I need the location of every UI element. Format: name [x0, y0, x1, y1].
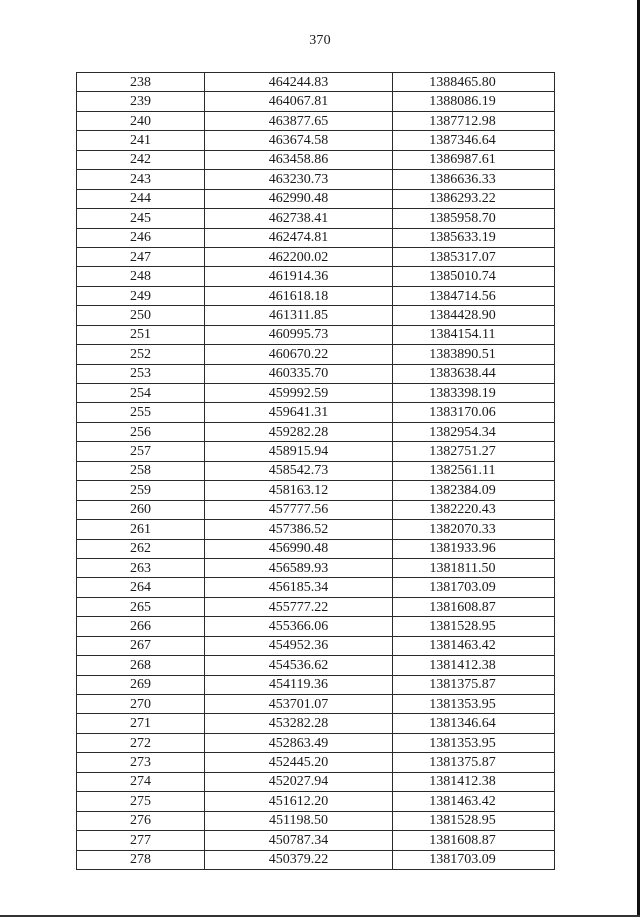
coordinates-table: [76, 72, 555, 870]
table-row: [77, 733, 555, 752]
point-number-cell: 259: [77, 481, 205, 500]
point-number-cell: 267: [77, 636, 205, 655]
y-coordinate-cell: 1383398.19: [393, 384, 555, 403]
x-coordinate-cell: 454536.62: [205, 656, 393, 675]
table-row: [77, 792, 555, 811]
y-coordinate-cell: 1385958.70: [393, 209, 555, 228]
y-coordinate-cell: 1388465.80: [393, 73, 555, 92]
table-row: [77, 675, 555, 694]
point-number-cell: 275: [77, 792, 205, 811]
table-row: [77, 656, 555, 675]
table-row: [77, 170, 555, 189]
point-number-cell: 278: [77, 850, 205, 869]
x-coordinate-cell: 462738.41: [205, 209, 393, 228]
y-coordinate-cell: 1387346.64: [393, 131, 555, 150]
x-coordinate-cell: 459282.28: [205, 422, 393, 441]
point-number-cell: 247: [77, 247, 205, 266]
x-coordinate-cell: 450379.22: [205, 850, 393, 869]
x-coordinate-cell: 460670.22: [205, 345, 393, 364]
y-coordinate-cell: 1382954.34: [393, 422, 555, 441]
y-coordinate-cell: 1382220.43: [393, 500, 555, 519]
x-coordinate-cell: 454952.36: [205, 636, 393, 655]
table-row: [77, 753, 555, 772]
x-coordinate-cell: 456185.34: [205, 578, 393, 597]
table-row: [77, 831, 555, 850]
table-row: [77, 92, 555, 111]
y-coordinate-cell: 1381933.96: [393, 539, 555, 558]
point-number-cell: 274: [77, 772, 205, 791]
x-coordinate-cell: 463458.86: [205, 150, 393, 169]
x-coordinate-cell: 458915.94: [205, 442, 393, 461]
point-number-cell: 277: [77, 831, 205, 850]
x-coordinate-cell: 455777.22: [205, 597, 393, 616]
y-coordinate-cell: 1386987.61: [393, 150, 555, 169]
x-coordinate-cell: 464067.81: [205, 92, 393, 111]
y-coordinate-cell: 1381811.50: [393, 558, 555, 577]
x-coordinate-cell: 453701.07: [205, 695, 393, 714]
point-number-cell: 261: [77, 520, 205, 539]
y-coordinate-cell: 1383890.51: [393, 345, 555, 364]
x-coordinate-cell: 461914.36: [205, 267, 393, 286]
table-row: [77, 520, 555, 539]
x-coordinate-cell: 464244.83: [205, 73, 393, 92]
point-number-cell: 249: [77, 286, 205, 305]
x-coordinate-cell: 461311.85: [205, 306, 393, 325]
x-coordinate-cell: 451612.20: [205, 792, 393, 811]
point-number-cell: 245: [77, 209, 205, 228]
y-coordinate-cell: 1381528.95: [393, 811, 555, 830]
point-number-cell: 262: [77, 539, 205, 558]
y-coordinate-cell: 1388086.19: [393, 92, 555, 111]
x-coordinate-cell: 459641.31: [205, 403, 393, 422]
y-coordinate-cell: 1381703.09: [393, 850, 555, 869]
table-row: [77, 422, 555, 441]
table-row: [77, 500, 555, 519]
y-coordinate-cell: 1381463.42: [393, 636, 555, 655]
table-row: [77, 364, 555, 383]
x-coordinate-cell: 463674.58: [205, 131, 393, 150]
point-number-cell: 238: [77, 73, 205, 92]
y-coordinate-cell: 1382070.33: [393, 520, 555, 539]
y-coordinate-cell: 1381463.42: [393, 792, 555, 811]
y-coordinate-cell: 1381412.38: [393, 772, 555, 791]
point-number-cell: 272: [77, 733, 205, 752]
table-row: [77, 73, 555, 92]
y-coordinate-cell: 1385317.07: [393, 247, 555, 266]
x-coordinate-cell: 451198.50: [205, 811, 393, 830]
point-number-cell: 252: [77, 345, 205, 364]
y-coordinate-cell: 1381608.87: [393, 597, 555, 616]
point-number-cell: 254: [77, 384, 205, 403]
table-row: [77, 345, 555, 364]
table-row: [77, 111, 555, 130]
table-row: [77, 306, 555, 325]
point-number-cell: 273: [77, 753, 205, 772]
x-coordinate-cell: 450787.34: [205, 831, 393, 850]
x-coordinate-cell: 459992.59: [205, 384, 393, 403]
y-coordinate-cell: 1387712.98: [393, 111, 555, 130]
y-coordinate-cell: 1382751.27: [393, 442, 555, 461]
x-coordinate-cell: 452027.94: [205, 772, 393, 791]
table-row: [77, 189, 555, 208]
point-number-cell: 244: [77, 189, 205, 208]
table-row: [77, 461, 555, 480]
point-number-cell: 256: [77, 422, 205, 441]
y-coordinate-cell: 1381608.87: [393, 831, 555, 850]
point-number-cell: 268: [77, 656, 205, 675]
point-number-cell: 266: [77, 617, 205, 636]
y-coordinate-cell: 1381528.95: [393, 617, 555, 636]
point-number-cell: 265: [77, 597, 205, 616]
x-coordinate-cell: 458163.12: [205, 481, 393, 500]
table-row: [77, 481, 555, 500]
point-number-cell: 260: [77, 500, 205, 519]
x-coordinate-cell: 463877.65: [205, 111, 393, 130]
x-coordinate-cell: 461618.18: [205, 286, 393, 305]
y-coordinate-cell: 1383170.06: [393, 403, 555, 422]
x-coordinate-cell: 456990.48: [205, 539, 393, 558]
y-coordinate-cell: 1381353.95: [393, 695, 555, 714]
point-number-cell: 251: [77, 325, 205, 344]
page-number: 370: [309, 33, 331, 48]
table-row: [77, 325, 555, 344]
point-number-cell: 239: [77, 92, 205, 111]
y-coordinate-cell: 1381412.38: [393, 656, 555, 675]
y-coordinate-cell: 1381346.64: [393, 714, 555, 733]
table-row: [77, 403, 555, 422]
x-coordinate-cell: 460995.73: [205, 325, 393, 344]
table-row: [77, 247, 555, 266]
point-number-cell: 255: [77, 403, 205, 422]
y-coordinate-cell: 1385633.19: [393, 228, 555, 247]
table-row: [77, 636, 555, 655]
table-row: [77, 228, 555, 247]
point-number-cell: 263: [77, 558, 205, 577]
point-number-cell: 250: [77, 306, 205, 325]
table-row: [77, 267, 555, 286]
table-row: [77, 150, 555, 169]
x-coordinate-cell: 460335.70: [205, 364, 393, 383]
x-coordinate-cell: 452445.20: [205, 753, 393, 772]
x-coordinate-cell: 463230.73: [205, 170, 393, 189]
table-row: [77, 811, 555, 830]
table-row: [77, 772, 555, 791]
table-row: [77, 209, 555, 228]
y-coordinate-cell: 1381353.95: [393, 733, 555, 752]
point-number-cell: 270: [77, 695, 205, 714]
point-number-cell: 264: [77, 578, 205, 597]
y-coordinate-cell: 1384154.11: [393, 325, 555, 344]
table-row: [77, 578, 555, 597]
point-number-cell: 271: [77, 714, 205, 733]
point-number-cell: 242: [77, 150, 205, 169]
y-coordinate-cell: 1383638.44: [393, 364, 555, 383]
x-coordinate-cell: 458542.73: [205, 461, 393, 480]
point-number-cell: 243: [77, 170, 205, 189]
point-number-cell: 248: [77, 267, 205, 286]
point-number-cell: 241: [77, 131, 205, 150]
x-coordinate-cell: 453282.28: [205, 714, 393, 733]
y-coordinate-cell: 1382561.11: [393, 461, 555, 480]
x-coordinate-cell: 454119.36: [205, 675, 393, 694]
table-row: [77, 384, 555, 403]
x-coordinate-cell: 457777.56: [205, 500, 393, 519]
table-row: [77, 442, 555, 461]
table-row: [77, 131, 555, 150]
y-coordinate-cell: 1381375.87: [393, 753, 555, 772]
table-row: [77, 850, 555, 869]
coordinates-table-body: [77, 73, 555, 870]
point-number-cell: 258: [77, 461, 205, 480]
y-coordinate-cell: 1384428.90: [393, 306, 555, 325]
y-coordinate-cell: 1386293.22: [393, 189, 555, 208]
y-coordinate-cell: 1381375.87: [393, 675, 555, 694]
y-coordinate-cell: 1385010.74: [393, 267, 555, 286]
x-coordinate-cell: 455366.06: [205, 617, 393, 636]
table-row: [77, 617, 555, 636]
x-coordinate-cell: 452863.49: [205, 733, 393, 752]
x-coordinate-cell: 462474.81: [205, 228, 393, 247]
x-coordinate-cell: 462990.48: [205, 189, 393, 208]
table-row: [77, 286, 555, 305]
table-row: [77, 597, 555, 616]
table-row: [77, 539, 555, 558]
table-row: [77, 714, 555, 733]
point-number-cell: 269: [77, 675, 205, 694]
y-coordinate-cell: 1381703.09: [393, 578, 555, 597]
point-number-cell: 240: [77, 111, 205, 130]
table-row: [77, 695, 555, 714]
point-number-cell: 253: [77, 364, 205, 383]
y-coordinate-cell: 1386636.33: [393, 170, 555, 189]
x-coordinate-cell: 457386.52: [205, 520, 393, 539]
y-coordinate-cell: 1382384.09: [393, 481, 555, 500]
y-coordinate-cell: 1384714.56: [393, 286, 555, 305]
table-row: [77, 558, 555, 577]
point-number-cell: 257: [77, 442, 205, 461]
point-number-cell: 276: [77, 811, 205, 830]
x-coordinate-cell: 462200.02: [205, 247, 393, 266]
x-coordinate-cell: 456589.93: [205, 558, 393, 577]
point-number-cell: 246: [77, 228, 205, 247]
